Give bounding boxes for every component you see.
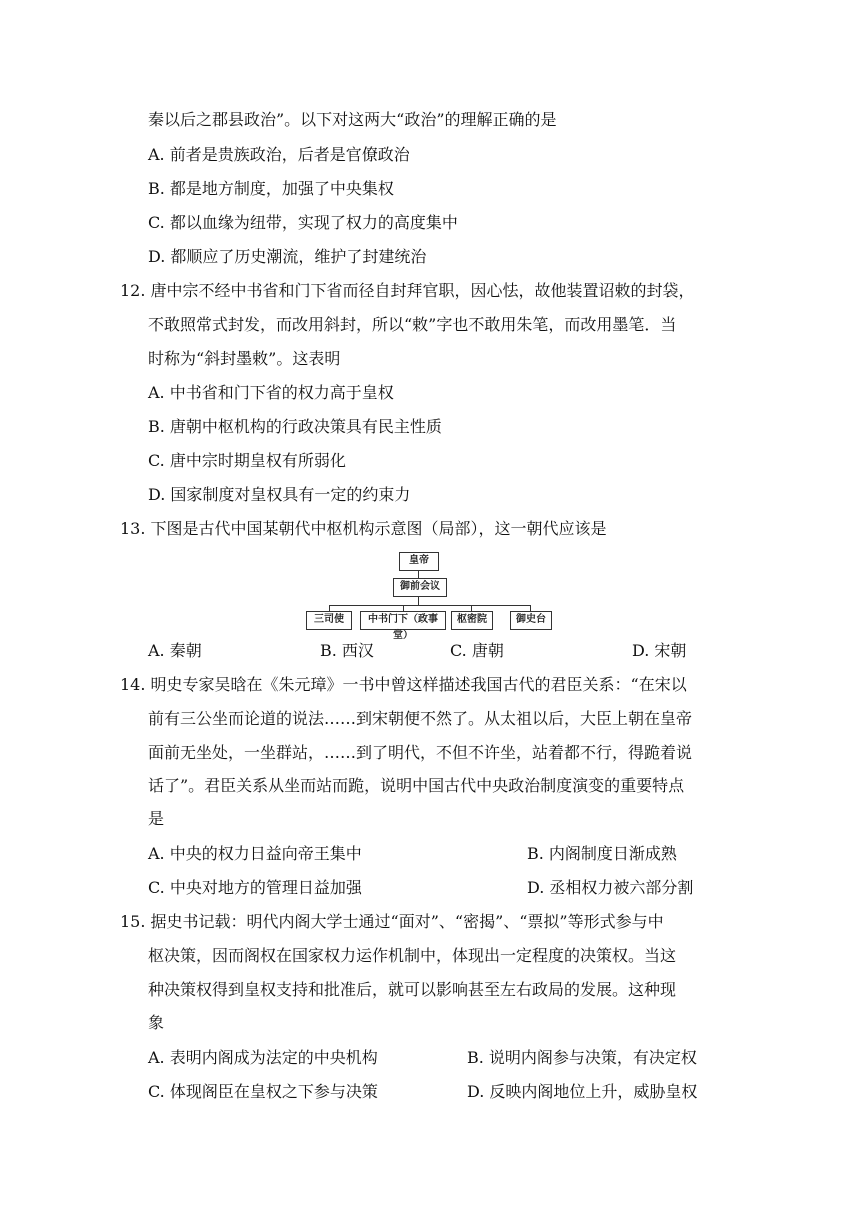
q13-stem-line-1: 13. 下图是古代中国某朝代中枢机构示意图（局部），这一朝代应该是 — [120, 519, 607, 538]
q14-stem-line-5: 是 — [148, 809, 165, 828]
diagram-imperial-council-box: 御前会议 — [393, 578, 447, 597]
q14-stem-line-1: 14. 明史专家吴晗在《朱元璋》一书中曾这样描述我国古代的君臣关系：“在宋以 — [120, 675, 687, 694]
q14-option-a: A. 中央的权力日益向帝王集中 — [148, 844, 362, 863]
q12-option-c: C. 唐中宗时期皇权有所弱化 — [148, 451, 346, 470]
q15-stem-line-4: 象 — [148, 1013, 165, 1032]
q13-option-d: D. 宋朝 — [632, 641, 687, 660]
q14-option-c: C. 中央对地方的管理日益加强 — [148, 878, 362, 897]
q13-option-c: C. 唐朝 — [450, 641, 504, 660]
q15-option-d: D. 反映内阁地位上升，威胁皇权 — [467, 1082, 698, 1101]
q15-stem-line-1: 15. 据史书记载：明代内阁大学士通过“面对”、“密揭”、“票拟”等形式参与中 — [120, 912, 664, 931]
q12-stem-line-3: 时称为“斜封墨敕”。这表明 — [148, 349, 341, 368]
q14-stem-line-2: 前有三公坐而论道的说法……到宋朝便不然了。从太祖以后，大臣上朝在皇帝 — [148, 709, 693, 728]
diagram-shumiyuan-box: 枢密院 — [451, 611, 493, 630]
diagram-sansishi-box: 三司使 — [306, 611, 352, 630]
diagram-connector — [418, 571, 419, 578]
q15-option-a: A. 表明内阁成为法定的中央机构 — [148, 1048, 378, 1067]
q12-stem-line-1: 12. 唐中宗不经中书省和门下省而径自封拜官职，因心怯，故他装置诏敕的封袋， — [120, 281, 695, 300]
q11-option-c: C. 都以血缘为纽带，实现了权力的高度集中 — [148, 213, 458, 232]
q14-option-b: B. 内阁制度日渐成熟 — [527, 844, 677, 863]
q13-option-a: A. 秦朝 — [148, 641, 202, 660]
q14-stem-line-3: 面前无坐处，一坐群站，……到了明代，不但不许坐，站着都不行，得跪着说 — [148, 743, 693, 762]
q12-option-d: D. 国家制度对皇权具有一定的约束力 — [148, 485, 411, 504]
q15-option-b: B. 说明内阁参与决策，有决定权 — [467, 1048, 697, 1067]
q15-option-c: C. 体现阁臣在皇权之下参与决策 — [148, 1082, 378, 1101]
q13-option-b: B. 西汉 — [320, 641, 374, 660]
q11-option-a: A. 前者是贵族政治，后者是官僚政治 — [148, 145, 410, 164]
q12-option-b: B. 唐朝中枢机构的行政决策具有民主性质 — [148, 417, 442, 436]
q11-stem-continuation: 秦以后之郡县政治”。以下对这两大“政治”的理解正确的是 — [148, 110, 557, 129]
diagram-emperor-box: 皇帝 — [399, 552, 439, 571]
diagram-yushitai-box: 御史台 — [510, 611, 552, 630]
q12-option-a: A. 中书省和门下省的权力高于皇权 — [148, 383, 394, 402]
q11-option-d: D. 都顺应了历史潮流，维护了封建统治 — [148, 247, 427, 266]
q14-stem-line-4: 话了”。君臣关系从坐而站而跪，说明中国古代中央政治制度演变的重要特点 — [148, 776, 685, 795]
q15-stem-line-3: 种决策权得到皇权支持和批准后，就可以影响甚至左右政局的发展。这种现 — [148, 980, 677, 999]
q12-stem-line-2: 不敢照常式封发，而改用斜封，所以“敕”字也不敢用朱笔，而改用墨笔．当 — [148, 315, 677, 334]
diagram-zhongshumenxia-box: 中书门下（政事堂） — [360, 611, 446, 630]
q14-option-d: D. 丞相权力被六部分割 — [527, 878, 694, 897]
diagram-branch-line — [329, 605, 530, 606]
q15-stem-line-2: 枢决策，因而阁权在国家权力运作机制中，体现出一定程度的决策权。当这 — [148, 946, 677, 965]
q11-option-b: B. 都是地方制度，加强了中央集权 — [148, 179, 394, 198]
central-government-diagram — [298, 543, 560, 641]
